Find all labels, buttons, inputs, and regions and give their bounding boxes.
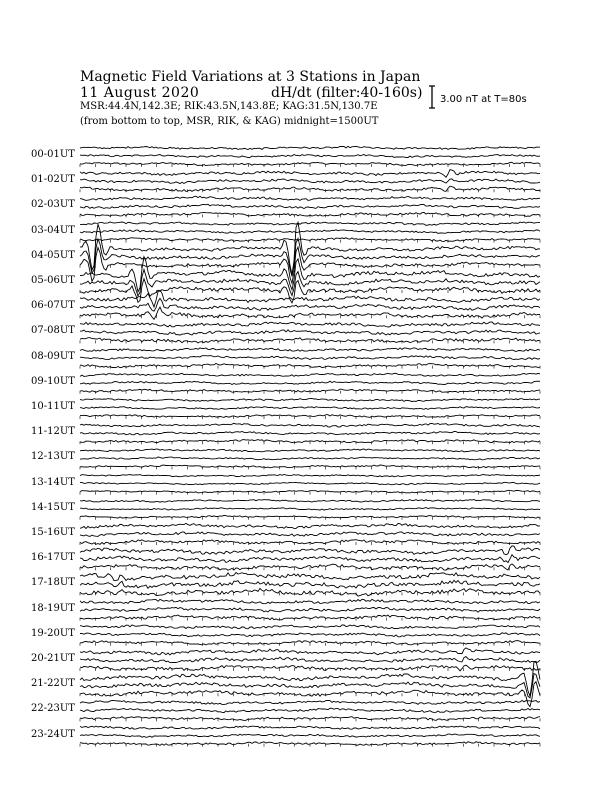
trace-kag-13-14UT	[80, 475, 540, 477]
trace-kag-07-08UT	[80, 322, 540, 327]
station-order-note: (from bottom to top, MSR, RIK, & KAG) midnight=1500UT	[80, 116, 379, 127]
hour-label: 12-13UT	[31, 451, 75, 463]
trace-rik-18-19UT	[80, 607, 540, 612]
scale-bar-label: 3.00 nT at T=80s	[440, 94, 527, 105]
trace-rik-20-21UT	[80, 657, 540, 663]
trace-rik-13-14UT	[80, 482, 540, 485]
scale-bar	[429, 86, 435, 108]
trace-rik-02-03UT	[80, 204, 540, 208]
trace-rik-19-20UT	[80, 633, 540, 637]
trace-kag-18-19UT	[80, 599, 540, 603]
chart-title: Magnetic Field Variations at 3 Stations in Japan	[80, 69, 421, 85]
trace-kag-22-23UT	[80, 700, 540, 704]
hour-label: 02-03UT	[31, 199, 75, 211]
trace-kag-23-24UT	[80, 726, 540, 729]
trace-kag-09-10UT	[80, 373, 540, 376]
trace-kag-20-21UT	[80, 648, 540, 655]
hour-label: 11-12UT	[31, 426, 75, 438]
trace-rik-00-01UT	[80, 155, 540, 158]
trace-rik-10-11UT	[80, 407, 540, 410]
hour-label: 09-10UT	[31, 375, 75, 387]
trace-rik-07-08UT	[80, 330, 540, 335]
hour-label: 07-08UT	[31, 325, 75, 337]
hour-label: 16-17UT	[31, 552, 75, 564]
trace-kag-08-09UT	[80, 348, 540, 352]
hour-label: 04-05UT	[31, 249, 75, 261]
trace-kag-15-16UT	[80, 523, 540, 528]
trace-kag-05-06UT	[80, 257, 540, 292]
trace-kag-21-22UT	[80, 661, 540, 696]
hour-label: 03-04UT	[31, 224, 75, 236]
hour-label: 06-07UT	[31, 300, 75, 312]
hour-label: 14-15UT	[31, 501, 75, 513]
trace-rik-04-05UT	[80, 238, 540, 276]
trace-kag-17-18UT	[80, 573, 540, 581]
hour-label: 05-06UT	[31, 275, 75, 286]
trace-kag-16-17UT	[80, 546, 540, 555]
chart-date: 11 August 2020	[80, 85, 200, 101]
hour-label: 01-02UT	[31, 174, 75, 186]
hour-label: 15-16UT	[31, 527, 75, 538]
chart-quantity: dH/dt (filter:40-160s)	[271, 85, 423, 101]
trace-rik-23-24UT	[80, 734, 540, 737]
trace-kag-03-04UT	[80, 222, 540, 225]
trace-rik-12-13UT	[80, 457, 540, 460]
trace-kag-14-15UT	[80, 500, 540, 503]
hour-label: 21-22UT	[31, 678, 75, 690]
hour-label: 18-19UT	[31, 602, 75, 614]
hour-label: 22-23UT	[31, 703, 75, 715]
trace-rik-03-04UT	[80, 230, 540, 234]
trace-rik-15-16UT	[80, 532, 540, 537]
trace-rik-11-12UT	[80, 432, 540, 435]
trace-kag-11-12UT	[80, 423, 540, 427]
hour-label: 20-21UT	[31, 653, 75, 664]
trace-rik-22-23UT	[80, 708, 540, 712]
trace-kag-12-13UT	[80, 449, 540, 452]
hour-label: 19-20UT	[31, 627, 75, 639]
trace-kag-10-11UT	[80, 398, 540, 401]
trace-kag-19-20UT	[80, 625, 540, 629]
hour-label: 13-14UT	[31, 476, 75, 488]
trace-rik-14-15UT	[80, 508, 540, 511]
trace-rik-01-02UT	[80, 179, 540, 184]
trace-rik-08-09UT	[80, 356, 540, 360]
hour-label: 23-24UT	[31, 728, 75, 740]
hour-label: 10-11UT	[31, 401, 75, 412]
hour-label: 00-01UT	[31, 149, 75, 160]
trace-rik-09-10UT	[80, 381, 540, 384]
trace-rik-17-18UT	[80, 580, 540, 588]
trace-kag-02-03UT	[80, 196, 540, 200]
trace-kag-00-01UT	[80, 146, 540, 149]
trace-kag-01-02UT	[80, 170, 540, 178]
hour-label: 08-09UT	[31, 350, 75, 362]
hour-label: 17-18UT	[31, 577, 75, 589]
trace-rik-16-17UT	[80, 555, 540, 563]
station-coordinates: MSR:44.4N,142.3E; RIK:43.5N,143.8E; KAG:31.5N,130.7E	[80, 101, 378, 112]
